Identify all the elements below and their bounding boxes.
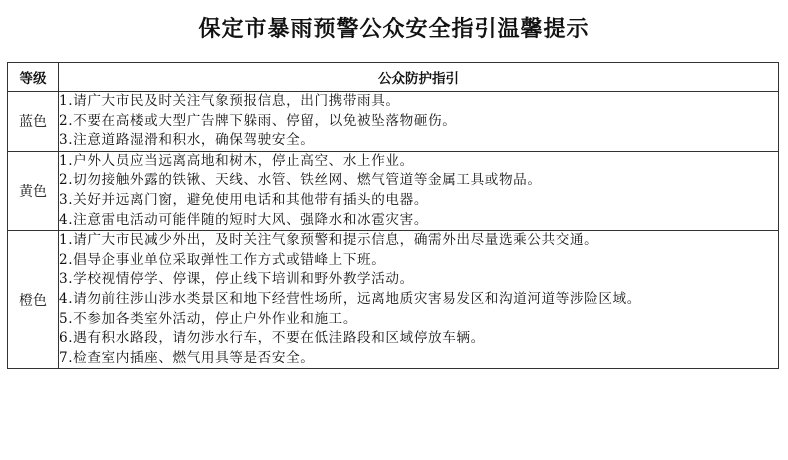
- guide-item: 3.关好并远离门窗，避免使用电话和其他带有插头的电器。: [59, 191, 429, 208]
- guide-item: 3.注意道路湿滑和积水，确保驾驶安全。: [59, 132, 315, 149]
- document-title: 保定市暴雨预警公众安全指引温馨提示: [198, 16, 590, 42]
- guide-item: 4.请勿前往涉山涉水类景区和地下经营性场所，远离地质灾害易发区和沟道河道等涉险区域。: [59, 290, 641, 307]
- guide-cell-yellow: [59, 151, 779, 230]
- level-cell-blue: 蓝色: [8, 92, 59, 152]
- guide-cell-blue: [59, 92, 779, 152]
- table-row-orange: [8, 231, 779, 369]
- guide-item: 4.注意雷电活动可能伴随的短时大风、强降水和冰雹灾害。: [59, 211, 429, 228]
- table-header-row: [8, 63, 779, 92]
- guide-item: 1.户外人员应当远离高地和树木，停止高空、水上作业。: [59, 152, 414, 169]
- guide-item: 6.遇有积水路段，请勿涉水行车，不要在低洼路段和区域停放车辆。: [59, 330, 485, 347]
- table-row-blue: [8, 92, 779, 152]
- guide-item: 7.检查室内插座、燃气用具等是否安全。: [59, 349, 315, 366]
- guide-item: 2.倡导企事业单位采取弹性工作方式或错峰上下班。: [59, 251, 386, 268]
- header-level: 等级: [8, 63, 59, 92]
- guidance-table: [7, 62, 779, 369]
- table-row-yellow: [8, 151, 779, 230]
- guide-item: 5.不参加各类室外活动，停止户外作业和施工。: [59, 310, 358, 327]
- guide-item: 1.请广大市民减少外出，及时关注气象预警和提示信息，确需外出尽量选乘公共交通。: [59, 232, 599, 249]
- guide-item: 1.请广大市民及时关注气象预报信息，出门携带雨具。: [59, 93, 400, 109]
- header-guide: 公众防护指引: [59, 63, 779, 92]
- guide-item: 2.切勿接触外露的铁锹、天线、水管、铁丝网、燃气管道等金属工具或物品。: [59, 172, 542, 189]
- level-cell-yellow: 黄色: [8, 151, 59, 230]
- guide-cell-orange: [59, 231, 779, 369]
- level-cell-orange: 橙色: [8, 231, 59, 369]
- guide-item: 3.学校视情停学、停课，停止线下培训和野外教学活动。: [59, 271, 414, 288]
- guide-item: 2.不要在高楼或大型广告牌下躲雨、停留，以免被坠落物砸伤。: [59, 112, 457, 129]
